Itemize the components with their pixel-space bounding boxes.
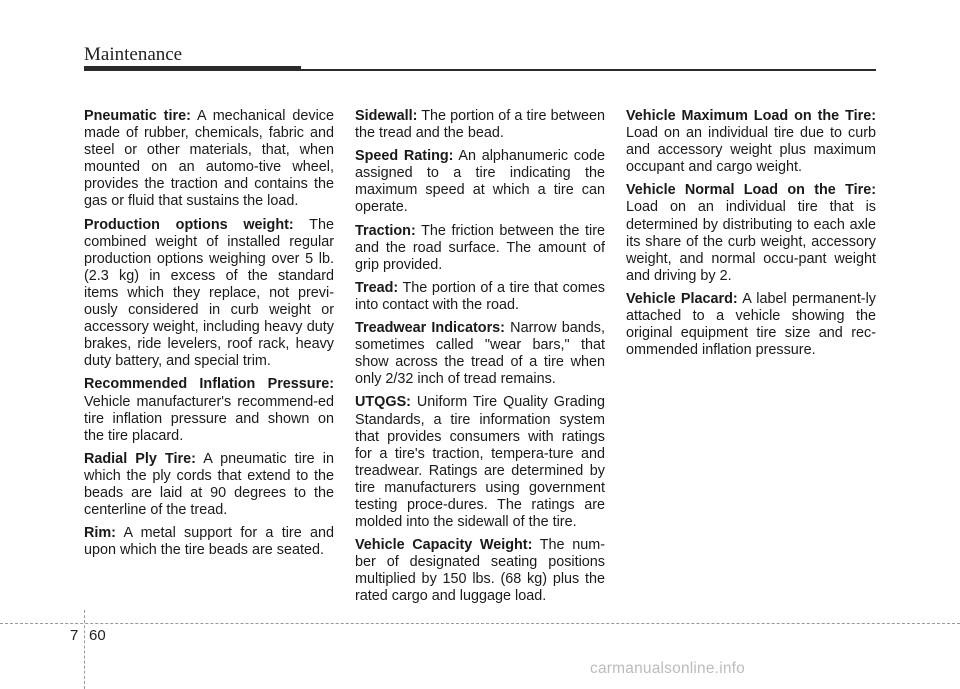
definition-term: Production options weight:	[84, 216, 294, 233]
definition-term: Vehicle Normal Load on the Tire:	[626, 182, 876, 199]
definition-text: Narrow bands, sometimes called "wear bars," that show across the tread of a tire when only 2/32 inch of tread remains.	[355, 320, 605, 388]
header-rule-thin	[301, 69, 876, 71]
definition-text: Vehicle manufacturer's recommend-ed tire inflation pressure and shown on the tire placard.	[84, 393, 334, 444]
definition-paragraph	[626, 182, 876, 285]
definition-term: Vehicle Capacity Weight:	[355, 537, 533, 554]
definition-paragraph	[355, 223, 605, 274]
definition-paragraph	[84, 108, 334, 211]
definition-paragraph	[355, 394, 605, 531]
definition-paragraph	[355, 320, 605, 388]
definition-paragraph	[626, 108, 876, 176]
definition-term: Speed Rating:	[355, 148, 454, 165]
definition-term: Sidewall:	[355, 108, 418, 124]
footer-dashed-rule	[0, 623, 960, 624]
text-column-3	[626, 108, 876, 365]
definition-text: A pneumatic tire in which the ply cords that extend to the beads are laid at 90 degrees to the centerline of the tread.	[84, 450, 334, 519]
definition-paragraph	[626, 291, 876, 359]
definition-paragraph	[84, 451, 334, 519]
definition-term: Tread:	[355, 279, 399, 296]
definition-paragraph	[84, 376, 334, 444]
definition-text: A mechanical device made of rubber, chemicals, fabric and steel or other materials, that, when mounted on an automo-tive wheel, provides the traction and contains the gas or fluid that sustains the load.	[84, 108, 334, 210]
header-rule-thick	[84, 66, 301, 71]
definition-term: Vehicle Maximum Load on the Tire:	[626, 108, 876, 124]
chapter-number: 7	[70, 627, 79, 644]
definition-term: Pneumatic tire:	[84, 108, 191, 124]
definition-text: The friction between the tire and the road surface. The amount of grip provided.	[355, 222, 605, 273]
definition-paragraph	[84, 217, 334, 371]
definition-term: Treadwear Indicators:	[355, 320, 505, 337]
text-column-2	[355, 108, 605, 612]
definition-paragraph	[355, 108, 605, 142]
definition-paragraph	[355, 537, 605, 605]
page-number: 60	[89, 627, 106, 644]
definition-term: Traction:	[355, 222, 416, 239]
definition-paragraph	[355, 280, 605, 314]
page-header-title: Maintenance	[84, 44, 183, 65]
definition-text: The num-ber of designated seating positions multiplied by 150 lbs. (68 kg) plus the rated cargo and luggage load.	[355, 537, 605, 605]
definition-text: The portion of a tire between the tread and the bead.	[355, 108, 605, 142]
definition-text: An alphanumeric code assigned to a tire indicating the maximum speed at which a tire can operate.	[355, 148, 606, 216]
definition-term: Vehicle Placard:	[626, 290, 738, 307]
definition-text: A metal support for a tire and upon which the tire beads are seated.	[84, 525, 334, 559]
definition-term: Rim:	[84, 525, 116, 542]
footer-vertical-rule	[84, 610, 85, 689]
definition-text: Load on an individual tire that is determined by distributing to each axle its share of the curb weight, accessory weight, and normal occu-pant weight and driving by 2.	[626, 199, 876, 284]
definition-text: A label permanent-ly attached to a vehicle showing the original equipment tire size and rec-ommended inflation pressure.	[626, 290, 876, 359]
definition-text: The combined weight of installed regular production options weighing over 5 lb.(2.3 kg) in excess of the standard items which they replace, not previ-ously considered in curb weight or accessory weight, including heavy duty brakes, ride levelers, roof rack, heavy duty battery, and special trim.	[84, 216, 334, 370]
definition-text: The portion of a tire that comes into contact with the road.	[355, 279, 605, 313]
definition-paragraph	[84, 525, 334, 559]
definition-term: Radial Ply Tire:	[84, 450, 196, 467]
definition-text: Load on an individual tire due to curb and accessory weight plus maximum occupant and cargo weight.	[626, 125, 876, 176]
definition-text: Uniform Tire Quality Grading Standards, a tire information system that provides consumers with ratings for a tire's traction, tempera-ture and treadwear. Ratings are determined by tire manufacturers using government testing proce-dures. The ratings are molded into the sidewall of the tire.	[355, 394, 605, 531]
definition-term: Recommended Inflation Pressure:	[84, 376, 334, 393]
text-column-1	[84, 108, 334, 565]
watermark-text: carmanualsonline.info	[590, 660, 745, 677]
definition-term: UTQGS:	[355, 394, 411, 411]
definition-paragraph	[355, 148, 605, 216]
